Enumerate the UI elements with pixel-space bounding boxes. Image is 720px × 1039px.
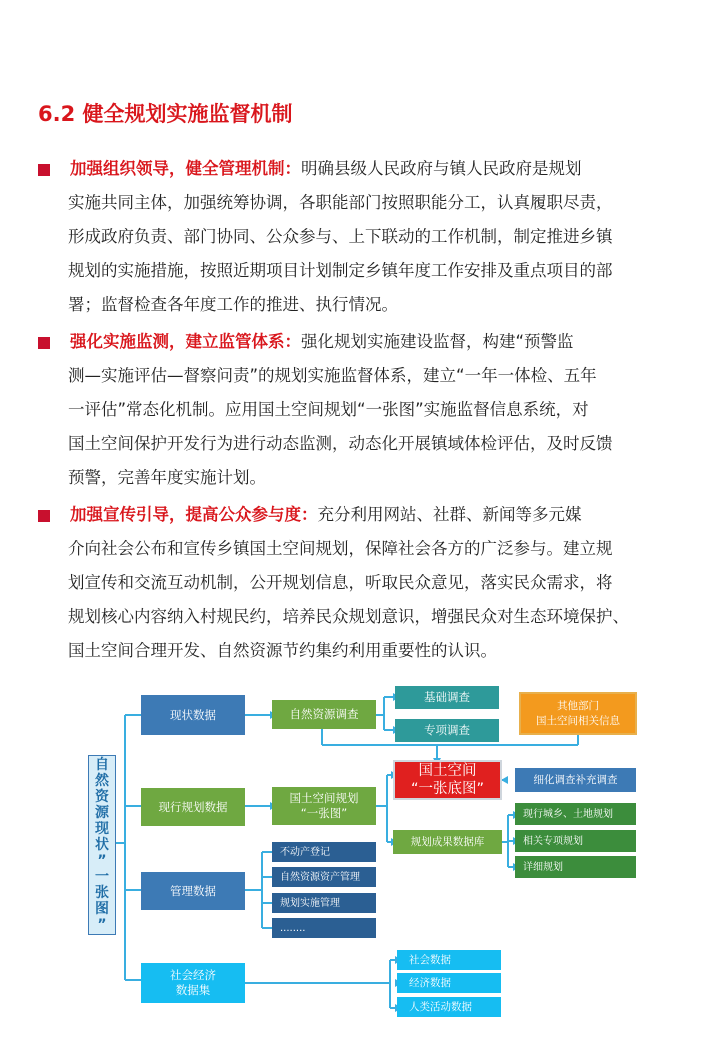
mgmt-item: 不动产登记 (272, 842, 376, 862)
paragraph-line: 预警，完善年度实施计划。 (68, 468, 266, 487)
natural-survey-box: 自然资源调查 (272, 700, 376, 729)
status-data-box: 现状数据 (141, 695, 245, 735)
basic-survey-box: 基础调查 (395, 686, 499, 709)
mgmt-item: ........ (272, 918, 376, 938)
paragraph-line: 规划核心内容纳入村规民约，培养民众规划意识，增强民众对生态环境保护、 (68, 607, 629, 626)
plan-item: 相关专项规划 (515, 830, 636, 852)
mgmt-item: 规划实施管理 (272, 893, 376, 913)
detail-survey-box: 细化调查补充调查 (515, 768, 636, 792)
natural-resource-onemap-label: 自 然 资 源 现 状 ” 一 张 图 ” (88, 755, 116, 935)
paragraph-line: 强化实施监测，建立监管体系：强化规划实施建设监督，构建“预警监 (70, 332, 574, 351)
paragraph-lead: 强化实施监测，建立监管体系： (70, 332, 301, 351)
paragraph-line: 加强组织领导，健全管理机制：明确县级人民政府与镇人民政府是规划 (70, 159, 582, 178)
paragraph-line: 加强宣传引导，提高公众参与度：充分利用网站、社群、新闻等多元媒 (70, 505, 582, 524)
paragraph-lead: 加强组织领导，健全管理机制： (70, 159, 301, 178)
socio-economic-data-box: 社会经济 数据集 (141, 963, 245, 1003)
current-plan-data-box: 现行规划数据 (141, 788, 245, 826)
section-title: 6.2 健全规划实施监督机制 (38, 102, 293, 126)
special-survey-box: 专项调查 (395, 719, 499, 742)
paragraph-line: 形成政府负责、部门协同、公众参与、上下联动的工作机制，制定推进乡镇 (68, 227, 613, 246)
socio-item: 人类活动数据 (397, 997, 501, 1017)
socio-item: 社会数据 (397, 950, 501, 970)
base-map-box: 国土空间 “一张底图” (393, 760, 502, 800)
paragraph-line: 国土空间合理开发、自然资源节约集约利用重要性的认识。 (68, 641, 497, 660)
paragraph-line: 介向社会公布和宣传乡镇国土空间规划，保障社会各方的广泛参与。建立规 (68, 539, 613, 558)
paragraph-line: 实施共同主体，加强统筹协调，各职能部门按照职能分工，认真履职尽责， (68, 193, 613, 212)
paragraph-line: 划宣传和交流互动机制，公开规划信息，听取民众意见，落实民众需求，将 (68, 573, 613, 592)
paragraph-lead: 加强宣传引导，提高公众参与度： (70, 505, 318, 524)
plan-item: 详细规划 (515, 856, 636, 878)
plan-results-db-box: 规划成果数据库 (393, 830, 502, 854)
other-departments-box: 其他部门 国土空间相关信息 (519, 692, 637, 735)
paragraph-line: 国土空间保护开发行为进行动态监测，动态化开展镇域体检评估，及时反馈 (68, 434, 613, 453)
plan-item: 现行城乡、土地规划 (515, 803, 636, 825)
socio-item: 经济数据 (397, 973, 501, 993)
paragraph-line: 测—实施评估—督察问责”的规划实施监督体系，建立“一年一体检、五年 (68, 366, 597, 385)
plan-onemap-box: 国土空间规划 “一张图” (272, 787, 376, 825)
mgmt-item: 自然资源资产管理 (272, 867, 376, 887)
management-data-box: 管理数据 (141, 872, 245, 910)
paragraph-line: 一评估”常态化机制。应用国土空间规划“一张图”实施监督信息系统，对 (68, 400, 589, 419)
paragraph-line: 规划的实施措施，按照近期项目计划制定乡镇年度工作安排及重点项目的部 (68, 261, 613, 280)
paragraph-line: 署；监督检查各年度工作的推进、执行情况。 (68, 295, 398, 314)
